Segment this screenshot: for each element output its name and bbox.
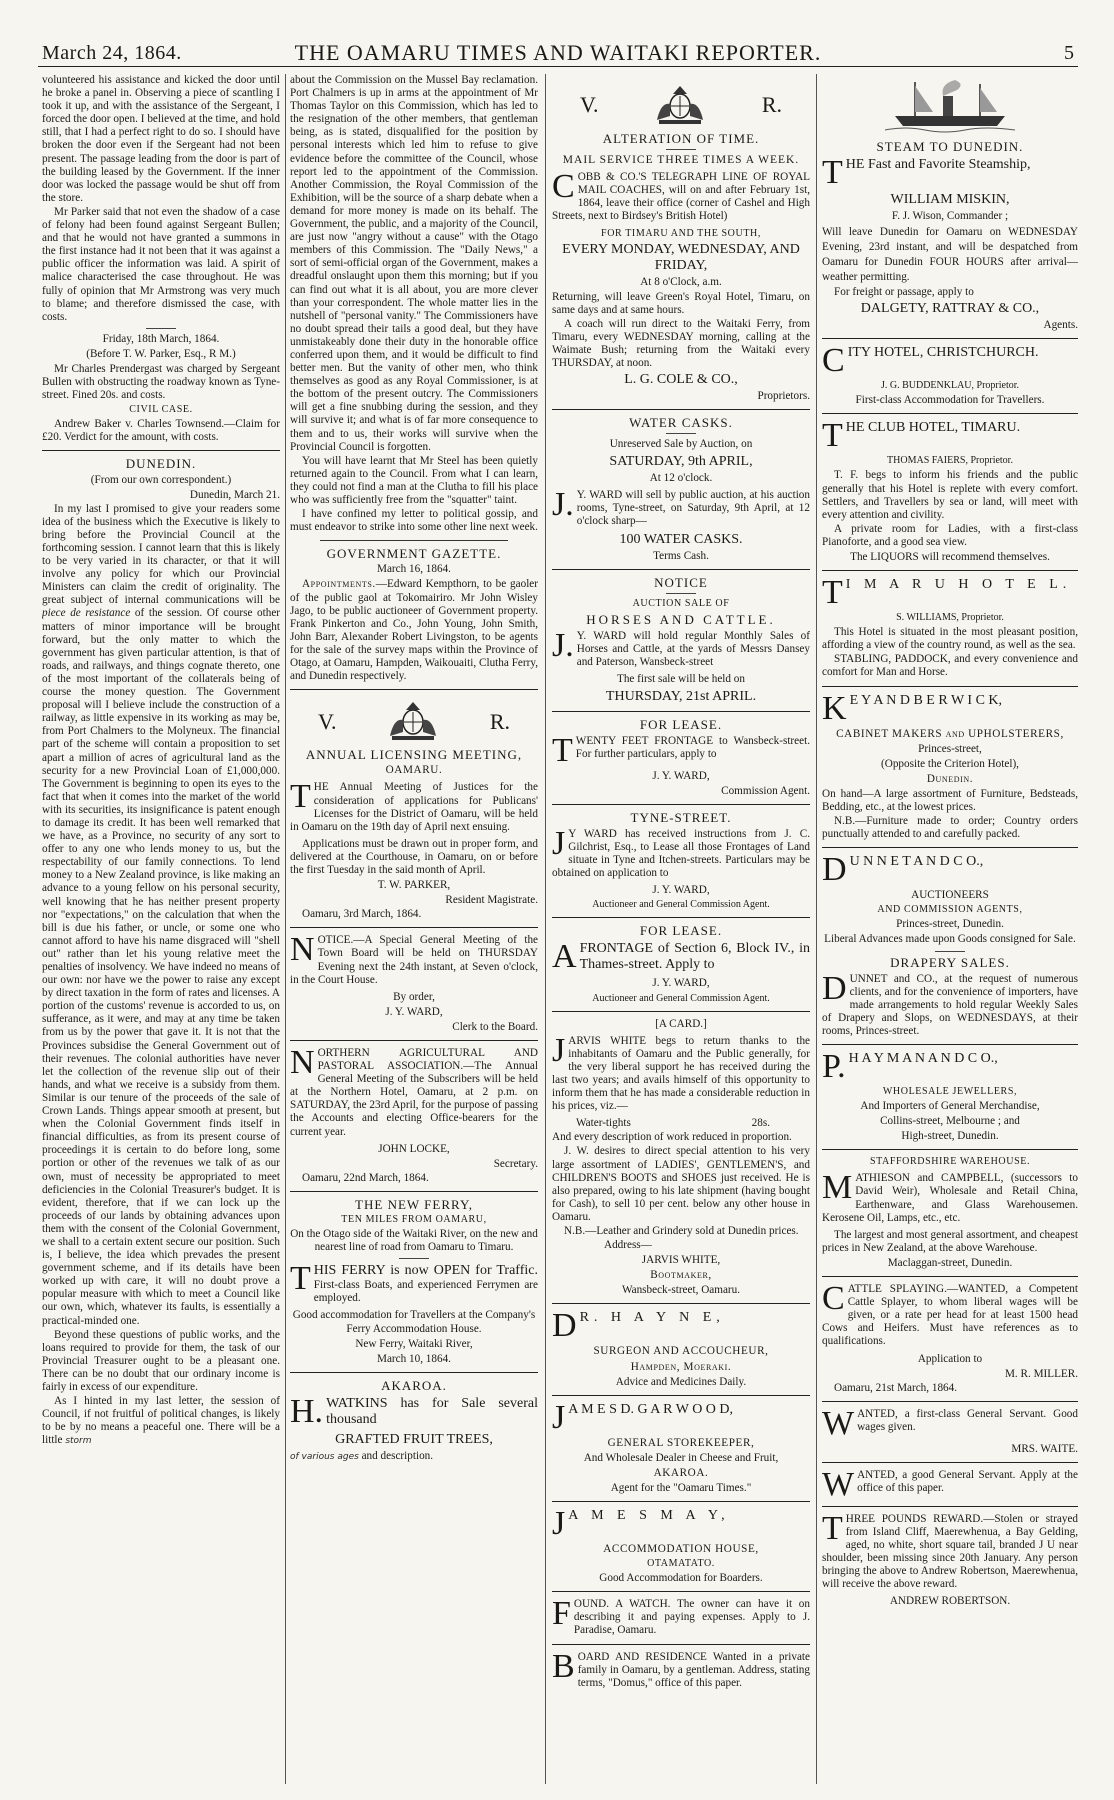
- handwritten-note: storm: [65, 1436, 92, 1447]
- proprietor: J. G. BUDDENKLAU, Proprietor.: [880, 380, 1020, 392]
- ferry-accommodation: Good accommodation for Travellers at the Company's Ferry Accommodation House.: [292, 1309, 536, 1335]
- place: Dunedin.: [926, 772, 974, 785]
- departure-time: At 8 o'Clock, a.m.: [640, 275, 722, 288]
- price-line: Water-tights 28s.: [576, 1117, 770, 1130]
- royal-crest-icon: [384, 698, 442, 744]
- address: Maclaggan-street, Dunedin.: [887, 1256, 1013, 1269]
- advert-line: A coach will run direct to the Waitaki Ferry, from Timaru, every WEDNESDAY morning, calling at the Waimate Bush; returning from the Waitaki every THURSDAY, at noon.: [552, 317, 810, 370]
- column-1: [42, 74, 280, 1792]
- profession: SURGEON AND ACCOUCHEUR,: [593, 1345, 769, 1358]
- horses-cattle-advert: J. Y. WARD will hold regular Monthly Sales of Horses and Cattle, at the yards of Messrs Dansey and Paterson, Wansbeck-street: [552, 630, 810, 669]
- advert-line: Good Accommodation for Boarders.: [599, 1572, 763, 1585]
- advert-item: GRAFTED FRUIT TREES,: [335, 1431, 493, 1447]
- place: OTAMATATO.: [647, 1558, 715, 1570]
- address: (Opposite the Criterion Hotel),: [881, 757, 1019, 770]
- divider: [290, 927, 538, 928]
- court-before: (Before T. W. Parker, Esq., R M.): [86, 347, 236, 360]
- divider: [822, 1462, 1078, 1463]
- ferry-place: New Ferry, Waitaki River,: [355, 1337, 473, 1350]
- dateline: March 10, 1864.: [377, 1352, 451, 1365]
- signature-role: Clerk to the Board.: [452, 1020, 538, 1033]
- signature: JOHN LOCKE,: [378, 1142, 450, 1155]
- advert-line: On hand—A large assortment of Furniture, Bedsteads, Bedding, etc., at the lowest prices.: [822, 787, 1078, 813]
- dunnet-advert: D U N N E T A N D C O.,: [822, 854, 984, 886]
- divider: [552, 1303, 810, 1304]
- divider: [552, 1501, 810, 1502]
- article-paragraph: You will have learnt that Mr Steel has been quietly returned again to the Council. From what I can learn, they could not find a man at the Clutha to fill his place who was sufficiently free from the "squatter" taint.: [290, 454, 538, 506]
- divider: [146, 328, 176, 329]
- issue-date: March 24, 1864.: [42, 42, 182, 64]
- divider: [822, 338, 1078, 339]
- advert-line: Advice and Medicines Daily.: [615, 1375, 747, 1388]
- board-residence-advert: BOARD AND RESIDENCE Wanted in a private family in Oamaru, by a gentleman. Address, stating terms, "Domus," office of this paper.: [552, 1650, 810, 1689]
- divider: [822, 1401, 1078, 1402]
- jarvis-white-card: JARVIS WHITE begs to return thanks to the inhabitants of Oamaru and the Public generally, for the very liberal support he has received during the last two years; and avails himself of this opportunity to inform them that he has made a considerable reduction in his prices, viz.—: [552, 1034, 810, 1113]
- sale-item: 100 WATER CASKS.: [619, 531, 743, 547]
- section-heading: HORSES AND CATTLE.: [586, 612, 776, 628]
- section-label: CIVIL CASE.: [129, 404, 193, 416]
- section-heading: THE NEW FERRY,: [355, 1196, 473, 1212]
- divider: [552, 409, 810, 410]
- schedule: EVERY MONDAY, WEDNESDAY, AND FRIDAY,: [562, 241, 800, 273]
- divider: [290, 1040, 538, 1041]
- section-heading: GOVERNMENT GAZETTE.: [326, 546, 502, 562]
- trade: Bootmaker,: [650, 1269, 712, 1282]
- column-3: [552, 74, 810, 1792]
- signature: T. W. PARKER,: [377, 879, 451, 892]
- lease-advert: TWENTY FEET FRONTAGE to Wansbeck-street. For further particulars, apply to: [552, 734, 810, 766]
- address-label: Address—: [604, 1239, 652, 1252]
- city-hotel-advert: CITY HOTEL, CHRISTCHURCH.: [822, 345, 1039, 377]
- divider: [552, 804, 810, 805]
- signature: MRS. WAITE.: [1011, 1442, 1078, 1455]
- james-may-advert: J A M E S M A Y,: [552, 1508, 730, 1540]
- place: AKAROA.: [653, 1466, 709, 1479]
- article-paragraph: volunteered his assistance and kicked the door until he broke a panel in. Observing a piece of scantling I took it up, and with the assistance of the Sergeant, I forced the door open. I believed at the time, and hold still, that I had a perfect right to do so. I should have broken the door even if the Sergeant had not been present. The passage leading from the door is part of the building leased by the Government. If the inner door was locked the passage would be shut off from the store.: [42, 74, 280, 204]
- section-heading: TYNE-STREET.: [630, 809, 732, 825]
- commander: F. J. Wison, Commander ;: [891, 210, 1009, 223]
- section-heading: NOTICE: [654, 574, 708, 590]
- key-berwick-advert: K E Y A N D B E R W I C K,: [822, 692, 1003, 724]
- divider: [42, 450, 280, 451]
- divider: [822, 686, 1078, 687]
- article-paragraph: about the Commission on the Mussel Bay reclamation. Port Chalmers is up in arms at the appointment of Mr Thomas Taylor on this Commission, which has led to the resignation of the other members, that gentleman being, as is stated, disqualified for the position by personal interests which led him to refuse to give evidence before the committee of the Council, whose report led to the appointment of the Commission. Another Commission, the Royal Commission of the Exhibition, will be the source of a sharp debate when a demand for more money is made on its behalf. The Government, the public, and a majority of the Council, are just now "angry without a cause" with the Otago members of this Commission. The "Daily News," a sort of semi-official organ of the Government, makes a dreadful onslaught upon them this morning; but if you can find out what it is all about, you are more clever than your correspondent. The whole matter lies in the nutshell of "personal vanity." The Commissioners have no doubt spread their tails a good deal, but they have unmistakeably done their duty in the honorable office conferred upon them, and it would be difficult to find better men. But the vanity of other men, who think themselves as good as any Royal Commissioner, is at the bottom of the present outcry. The Commissioners will get a fine snubbing during the session, and they will survive it; and what is of far more consequence to them and to us, their works will survive when the Provincial Council is forgotten.: [290, 74, 538, 453]
- profession: ACCOMMODATION HOUSE,: [603, 1543, 759, 1556]
- column-4: [822, 74, 1078, 1792]
- address: Princes-street,: [918, 742, 982, 755]
- newspaper-title: THE OAMARU TIMES AND WAITAKI REPORTER.: [294, 40, 822, 65]
- advert-line: Application to: [917, 1352, 983, 1365]
- club-hotel-advert: THE CLUB HOTEL, TIMARU.: [822, 420, 1021, 452]
- divider: [552, 1395, 810, 1396]
- advert-line: STABLING, PADDOCK, and every convenience and comfort for Man and Horse.: [822, 653, 1078, 679]
- section-heading: WATER CASKS.: [629, 415, 733, 431]
- signature-role: Resident Magistrate.: [445, 894, 538, 907]
- signature: L. G. COLE & CO.,: [624, 372, 738, 388]
- advert-line: J. W. desires to direct special attention to his very large assortment of LADIES', GENTLEMEN'S, and CHILDREN'S BOOTS and SHOES just received. He is also prepared, owing to his late shipment (having bought for Cash), to sell 10 per cent. below any other house in Oamaru.: [552, 1145, 810, 1223]
- section-heading: FOR LEASE.: [639, 923, 723, 939]
- order-line: By order,: [393, 990, 435, 1003]
- address: Collins-street, Melbourne ; and: [880, 1115, 1020, 1128]
- agent-name: DALGETY, RATTRAY & CO.,: [860, 301, 1040, 317]
- garwood-advert: J A M E S D. G A R W O O D,: [552, 1401, 734, 1433]
- route: FOR TIMARU AND THE SOUTH,: [601, 227, 761, 239]
- advert-line: Returning, will leave Green's Royal Hotel, Timaru, on same days and at same hours.: [552, 290, 810, 316]
- signature-role: Auctioneer and General Commission Agent.: [592, 992, 770, 1004]
- cattle-splaying-advert: CATTLE SPLAYING.—WANTED, a Competent Cattle Splayer, to whom liberal wages will be given, or a rate per head for at least 1500 head Cows and Heifers. Must have references as to qualifications.: [822, 1283, 1078, 1348]
- divider: [822, 570, 1078, 571]
- section-heading: ANNUAL LICENSING MEETING,: [305, 747, 523, 763]
- proprietor: S. WILLIAMS, Proprietor.: [896, 612, 1004, 624]
- hayne-advert: D R. H A Y N E,: [552, 1310, 725, 1342]
- column-rule: [285, 74, 286, 1784]
- section-heading: DRAPERY SALES.: [890, 954, 1010, 970]
- terms: Terms Cash.: [653, 549, 709, 562]
- royal-arms-header: V. R.: [552, 82, 810, 128]
- signature: J. Y. WARD,: [385, 1005, 443, 1018]
- divider: [666, 593, 696, 594]
- column-rule: [816, 74, 817, 1784]
- divider: [935, 951, 965, 952]
- licensing-notice: THE Annual Meeting of Justices for the consideration of applications for Publicans' Licenses for the District of Oamaru, will be held in Oamaru on the 19th day of April next ensuing.: [290, 781, 538, 833]
- divider: [666, 149, 696, 150]
- advert-line: A private room for Ladies, with a first-class Pianoforte, and a good sea view.: [822, 522, 1078, 548]
- section-heading: AKAROA.: [381, 1377, 447, 1393]
- article-paragraph: In my last I promised to give your readers some idea of the business which the Executive is likely to bring before the Provincial Council at the forthcoming session. I cannot learn that this is likely to be very varied in its character, or that it will involve any policy for which our Provincial Ministers can claim the credit of originality. The great subject of internal communications will be piece de resistance of the session. Of course other matters of minor importance will be brought forward, but the only matter to which the government has given particular attention, is that of roads, and railways, and things cognate thereto, one of the most important of the collaterals being of course the money question. The Government proposal will I believe include the construction of a railway, as little expensive in its working as may be, from Port Chalmers to the Molyneux. The financial part of the scheme will contain a proposition to set apart a million of acres of agricultural land as the security for a new Provincial Loan of £1,000,000. The Government is beginning to open its eyes to the fact that when it comes into the market of the world with its securities, its insignificance is patent enough to damage its credit. It has been well remarked that we have, as a Province, no security of any sort to offer to any one who lends money to us, but the respectability of our family connections. To lend money to a New Zealand province, is like making an advance to a young fellow on his personal security, well knowing that he has neither present property nor "expectations," on the calculation that when the bill is due his father, or uncle, or some one who cannot afford to have his name disgraced will "shell out" rather than let his young relative meet the penalties of insolvency. We have indeed no means of our own: nor have we the power to raise any except by direct taxation in the form of rates and licenses. A portion of the customs' revenue is accorded to us, on sufferance, as it were, and may at any time be taken from us by the power that gave it. It is not that the Provinces subsidise the General Government out of their revenues. The colonial authorities have never let the collection of the revenue slip out of their hands, and what we receive is a subsidy from them. Similar is our tenure of the proceeds of the sale of Crown Lands. Things appear smooth at present, but when the Colonial Government finds itself in financial difficulties, as from its present course of proceedings it is certain to do before long, some portion or other of the revenues we talk of as our own, must of necessity be appropriated to meet deficiencies in the Colonial Treasurer's budget. It is evident, therefore, that if we can lock up the proceeds of our lands by obtaining advances upon them with the consent of the Colonial Government, we shall to a certain extent secure our position. Such is, I believe, the idea which prevades the present government scheme, and if its details have been worked up with care, it will no doubt prove a popular measure with which to meet a Council like our own, which, whatever its faults, is essentially a practical-minded one.: [42, 502, 280, 1327]
- profession: AUCTIONEERS: [911, 889, 989, 902]
- advert-line: And Wholesale Dealer in Cheese and Fruit,: [583, 1451, 779, 1464]
- steamship-advert: THE Fast and Favorite Steamship,: [822, 157, 1031, 189]
- akaroa-advert: H. WATKINS has for Sale several thousand: [290, 1395, 538, 1428]
- town-board-notice: NOTICE.—A Special General Meeting of the Town Board will be held on THURSDAY Evening next the 24th instant, at Seven o'clock, in the Court House.: [290, 934, 538, 986]
- article-paragraph: I have confined my letter to political gossip, and must endeavor to strike into some other line next week.: [290, 508, 538, 534]
- signature: ANDREW ROBERTSON.: [889, 1595, 1011, 1608]
- found-watch-advert: FOUND. A WATCH. The owner can have it on describing it and paying expenses. Apply to J. Paradise, Oamaru.: [552, 1598, 810, 1637]
- byline: (From our own correspondent.): [90, 473, 232, 486]
- divider: [552, 569, 810, 570]
- advert-line: This Hotel is situated in the most pleasant position, affording a view of the country round, as well as the sea.: [822, 626, 1078, 652]
- divider: [552, 711, 810, 712]
- proprietor: THOMAS FAIERS, Proprietor.: [887, 455, 1013, 467]
- sale-time: At 12 o'clock.: [649, 471, 713, 484]
- section-heading: STEAM TO DUNEDIN.: [876, 139, 1024, 154]
- advert-line: Will leave Dunedin for Oamaru on WEDNESDAY Evening, 23rd instant, and will be despatched from Oamaru for Dunedin FOUR HOURS after arrival—weather permitting.: [822, 226, 1078, 284]
- agricultural-association-notice: NORTHERN AGRICULTURAL AND PASTORAL ASSOCIATION.—The Annual General Meeting of the Subscribers will be held at the Northern Hotel, Oamaru, at 2 p.m. on SATURDAY, the 23rd April, for the purpose of passing the Accounts and electing Office-bearers for the current year.: [290, 1047, 538, 1138]
- sale-date: THURSDAY, 21st APRIL.: [605, 688, 757, 704]
- page-number: 5: [1064, 42, 1074, 64]
- advert-line: N.B.—Leather and Grindery sold at Dunedin prices.: [564, 1224, 799, 1237]
- place: OAMARU.: [385, 764, 443, 777]
- profession: AND COMMISSION AGENTS,: [877, 904, 1023, 916]
- section-heading: ALTERATION OF TIME.: [602, 131, 760, 146]
- advert-line: of various ages and description.: [290, 1449, 434, 1462]
- royal-crest-icon: [651, 82, 709, 128]
- address: Princes-street, Dunedin.: [896, 918, 1004, 931]
- advert-line: N.B.—Furniture made to order; Country orders punctually attended to and carefully packed.: [822, 815, 1078, 841]
- wanted-servant-advert: WANTED, a first-class General Servant. Good wages given.: [822, 1407, 1078, 1439]
- staffordshire-advert: MATHIESON and CAMPBELL, (successors to David Weir), Wholesale and Retail China, Earthenware, and Glass Warehousemen. Kerosene Oil, Lamps, etc., etc.: [822, 1172, 1078, 1224]
- signature-role: Auctioneer and General Commission Agent.: [592, 899, 770, 911]
- divider: [290, 1191, 538, 1192]
- advert-line: The largest and most general assortment, and cheapest prices in New Zealand, at the above Warehouse.: [822, 1228, 1078, 1254]
- divider: [822, 847, 1078, 848]
- water-casks-advert: J. Y. WARD will sell by public auction, at his auction rooms, Tyne-street, on Saturday, 9th April, at 12 o'clock sharp—: [552, 488, 810, 527]
- sale-line: Unreserved Sale by Auction, on: [609, 438, 753, 451]
- profession: WHOLESALE JEWELLERS,: [882, 1086, 1018, 1098]
- advert-line: The first sale will be held on: [616, 673, 745, 686]
- drapery-advert: DUNNET and CO., at the request of numerous clients, and for the convenience of importers, have made arrangements to hold regular Weekly Sales of Drapery and Slops, on WEDNESDAYS, at their rooms, Princes-street.: [822, 972, 1078, 1037]
- signature: J. Y. WARD,: [652, 884, 710, 897]
- steamship-icon: [885, 76, 1015, 134]
- section-heading: FOR LEASE.: [639, 716, 723, 732]
- divider: [552, 1644, 810, 1645]
- timaru-hotel-advert: T I M A R U H O T E L.: [822, 577, 1072, 609]
- divider: [822, 1149, 1078, 1150]
- handwritten-note: of various ages: [290, 1451, 359, 1462]
- royal-arms-header: V. R.: [290, 698, 538, 744]
- divider: [552, 1011, 810, 1012]
- column-2: [290, 74, 538, 1792]
- advert-line: Agent for the "Oamaru Times.": [610, 1482, 752, 1494]
- dateline: March 16, 1864.: [377, 563, 451, 576]
- signature: J. Y. WARD,: [652, 769, 710, 782]
- profession: CABINET MAKERS and UPHOLSTERERS,: [836, 727, 1064, 740]
- article-paragraph: Applications must be drawn out in proper form, and delivered at the Courthouse, in Oamaru, on or before the first Tuesday in the said month of April.: [290, 837, 538, 876]
- reward-advert: THREE POUNDS REWARD.—Stolen or strayed from Island Cliff, Maerewhenua, a Bay Gelding, aged, no white, short square tail, branded J U near shoulder, been missing since 20th January. Any person bringing the above to Andrew Robertson, Maerewhenua, will receive the above reward.: [822, 1512, 1078, 1591]
- wanted-servant-advert: WANTED, a good General Servant. Apply at the office of this paper.: [822, 1468, 1078, 1500]
- masthead: [38, 36, 1078, 67]
- subheading: AUCTION SALE OF: [632, 598, 730, 610]
- column-rule: [545, 74, 546, 1784]
- sale-date: SATURDAY, 9th APRIL,: [609, 453, 753, 469]
- signature: M. R. MILLER.: [1004, 1367, 1078, 1380]
- article-paragraph: Beyond these questions of public works, and the loans required to provide for them, the task of our Provincial Treasurer ought to be a pleasant one. There can be no doubt that our ordinary income is fairly in excess of our expenditure.: [42, 1328, 280, 1393]
- section-heading: [A CARD.]: [655, 1017, 707, 1030]
- lease-advert: AFRONTAGE of Section 6, Block IV., in Thames-street. Apply to: [552, 941, 810, 974]
- court-date: Friday, 18th March, 1864.: [102, 332, 220, 345]
- advertiser-name: JARVIS WHITE,: [641, 1254, 721, 1267]
- divider: [666, 433, 696, 434]
- dateline: Oamaru, 22nd March, 1864.: [302, 1171, 429, 1184]
- article-paragraph: Mr Parker said that not even the shadow of a case of felony had been found against Sergeant Bullen; and that he would not have granted a summons in the first instance had it not been that it was against a public officer the information was laid. A spirit of malice characterised the case throughout. He was fully of opinion that Mr Armstrong was very much to blame; and therefore dismissed the case, with costs.: [42, 205, 280, 323]
- signature-role: Proprietors.: [757, 390, 810, 403]
- divider: [552, 1591, 810, 1592]
- article-paragraph: Appointments.—Edward Kempthorn, to be gaoler of the public gaol at Tokomairiro. Mr John Wisley Jago, to be public auctioneer of Government property. Frank Pinkerton and Co., John Young, John Smith, John Barr, Alexander Robert Livingston, to be agents for the sale of the survey maps within the Province of Otago, at Oamaru, Hampden, Waikouaiti, Clutha Ferry, and Dunedin respectively.: [290, 578, 538, 683]
- divider: [552, 917, 810, 918]
- divider: [290, 689, 538, 690]
- cobb-coach-advert: COBB & CO.'S TELEGRAPH LINE OF ROYAL MAIL COACHES, will on and after February 1st, 1864, leave their office (corner of Cashel and High Streets, next to Birdsey's British Hotel): [552, 171, 810, 223]
- signature-role: Agents.: [1043, 319, 1078, 332]
- signature-role: Commission Agent.: [721, 784, 810, 797]
- divider: [399, 1258, 429, 1259]
- divider: [290, 1372, 538, 1373]
- article-paragraph: As I hinted in my last letter, the session of Council, if not fruitful of political changes, is likely to be by no means a peaceful one. There will be a little storm: [42, 1395, 280, 1447]
- advert-line: And Importers of General Merchandise,: [860, 1100, 1040, 1113]
- advert-line: First-class Accommodation for Travellers.: [855, 394, 1045, 407]
- dateline: Dunedin, March 21.: [189, 488, 280, 501]
- section-heading: MAIL SERVICE THREE TIMES A WEEK.: [562, 154, 800, 167]
- tyne-street-advert: J Y WARD has received instructions from J. C. Gilchrist, Esq., to Lease all those Frontages of Land situate in Tyne and Itchen-streets. Particulars may be obtained on application to: [552, 827, 810, 880]
- ship-name: WILLIAM MISKIN,: [890, 192, 1010, 208]
- article-paragraph: Mr Charles Prendergast was charged by Sergeant Bullen with obstructing the roadway known as Tyne-street. Fined 20s. and costs.: [42, 362, 280, 402]
- advert-line: T. F. begs to inform his friends and the public generally that his Hotel is replete with every comfort. Settlers, and Travellers by sea or land, will meet with every attention and civility.: [822, 469, 1078, 521]
- ferry-notice: THIS FERRY is now OPEN for Traffic. First-class Boats, and experienced Ferrymen are employed.: [290, 1263, 538, 1305]
- subheading: TEN MILES FROM OAMARU,: [341, 1214, 487, 1226]
- advert-line: Liberal Advances made upon Goods consigned for Sale.: [824, 933, 1076, 946]
- article-paragraph: Andrew Baker v. Charles Townsend.—Claim for £20. Verdict for the amount, with costs.: [42, 418, 280, 444]
- address: Wansbeck-street, Oamaru.: [621, 1284, 741, 1297]
- address: High-street, Dunedin.: [901, 1130, 999, 1143]
- divider: [822, 1506, 1078, 1507]
- divider: [822, 1044, 1078, 1045]
- section-heading: STAFFORDSHIRE WAREHOUSE.: [869, 1156, 1031, 1168]
- advert-line: The LIQUORS will recommend themselves.: [850, 551, 1050, 564]
- dateline: Oamaru, 3rd March, 1864.: [302, 908, 422, 921]
- signature: J. Y. WARD,: [652, 977, 710, 990]
- advert-line: And every description of work reduced in proportion.: [552, 1131, 792, 1144]
- place: Hampden, Moeraki.: [630, 1360, 732, 1373]
- section-heading: DUNEDIN.: [125, 456, 197, 472]
- divider: [320, 540, 508, 541]
- hayman-advert: P. H A Y M A N A N D C O.,: [822, 1051, 998, 1083]
- dateline: Oamaru, 21st March, 1864.: [834, 1381, 958, 1394]
- signature-role: Secretary.: [493, 1157, 538, 1170]
- divider: [822, 413, 1078, 414]
- advert-line: For freight or passage, apply to: [834, 286, 974, 299]
- emphasis: piece de resistance: [42, 607, 131, 620]
- ferry-location: On the Otago side of the Waitaki River, on the new and nearest line of road from Oamaru to Timaru.: [290, 1228, 538, 1254]
- profession: GENERAL STOREKEEPER,: [607, 1436, 755, 1449]
- divider: [822, 1276, 1078, 1277]
